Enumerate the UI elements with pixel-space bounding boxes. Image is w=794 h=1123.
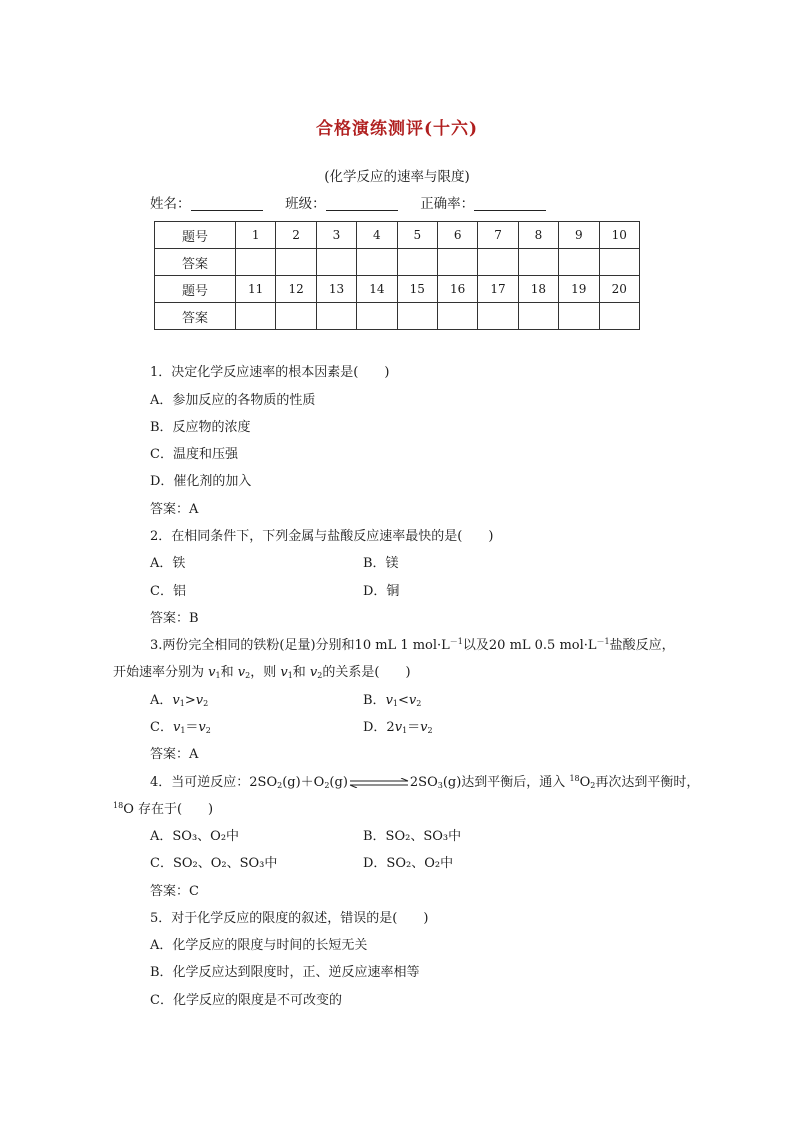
answer-table [154,221,640,330]
question-number-cell: 13 [316,276,356,303]
q1-option-c: C．温度和压强 [150,447,238,462]
student-info-line [150,192,546,212]
q5-option-c: C．化学反应的限度是不可改变的 [150,993,342,1008]
v2-symbol: v [237,665,246,680]
q3-text: 3.两份完全相同的铁粉(足量)分别和10 mL 1 mol·L [150,638,450,653]
question-number-cell: 7 [478,222,518,249]
row-label-answer: 答案 [155,249,236,276]
answer-cell[interactable] [357,303,397,330]
relation-operator: < [398,693,409,708]
q5-option-a: A．化学反应的限度与时间的长短无关 [150,938,368,953]
question-number-cell: 11 [236,276,276,303]
name-label: 姓名： [150,196,191,212]
option-prefix: B． [363,693,386,708]
q5-option-b: B．化学反应达到限度时，正、逆反应速率相等 [150,965,420,980]
q4-stem-line1 [150,771,699,790]
v1-subscript: 1 [179,699,185,708]
answer-cell[interactable] [437,249,477,276]
v1-symbol: v [385,693,393,708]
q3-option-a [150,689,208,708]
q2-option-b: B．镁 [363,556,399,571]
q4-text: 再次达到平衡时， [595,775,700,790]
question-number-cell: 8 [518,222,558,249]
answer-cell[interactable] [559,303,599,330]
v2-symbol: v [195,693,204,708]
q3-text: 和 [220,665,238,680]
v2-subscript: 2 [205,726,211,735]
subscript: 2 [324,781,330,790]
q4-text: 4．当可逆反应：2SO [150,775,278,790]
answer-cell[interactable] [437,303,477,330]
q3-stem-line1 [150,634,675,653]
q1-option-d: D．催化剂的加入 [150,474,252,489]
row-label-answer: 答案 [155,303,236,330]
q1-option-b: B．反应物的浓度 [150,420,251,435]
question-number-cell: 6 [437,222,477,249]
q3-text: 开始速率分别为 [113,665,209,680]
question-number-cell: 14 [357,276,397,303]
question-number-cell: 9 [559,222,599,249]
accuracy-label: 正确率： [420,196,475,212]
q4-stem-line2 [113,798,213,817]
table-row-answers-2 [155,303,640,330]
answer-cell[interactable] [276,303,316,330]
subscript: 3 [437,781,443,790]
answer-cell[interactable] [518,249,558,276]
q3-text: 的关系是( ) [322,665,411,680]
v1-subscript: 1 [180,726,186,735]
q4-option-c: C．SO₂、O₂、SO₃中 [150,856,278,871]
answer-cell[interactable] [276,249,316,276]
question-number-cell: 15 [397,276,437,303]
answer-cell[interactable] [316,303,356,330]
question-number-cell: 5 [397,222,437,249]
option-prefix: A． [150,693,173,708]
relation-operator: > [184,693,196,708]
q3-text: 盐酸反应， [609,638,675,653]
q3-text: ，则 [250,665,281,680]
row-label-number: 题号 [155,222,236,249]
answer-cell[interactable] [316,249,356,276]
question-number-cell: 1 [236,222,276,249]
v2-symbol: v [309,665,318,680]
relation-operator: ＝ [185,720,199,735]
q2-stem: 2．在相同条件下，下列金属与盐酸反应速率最快的是( ) [150,529,494,544]
v1-symbol: v [208,665,216,680]
q2-answer: 答案：B [150,611,199,626]
q4-option-b: B．SO₂、SO₃中 [363,829,462,844]
table-row-numbers-2 [155,276,640,303]
v2-symbol: v [420,720,428,735]
answer-cell[interactable] [236,303,276,330]
v1-symbol: v [394,720,403,735]
class-blank[interactable] [326,196,398,211]
question-number-cell: 19 [559,276,599,303]
answer-cell[interactable] [559,249,599,276]
accuracy-blank[interactable] [474,196,546,211]
q3-answer: 答案：A [150,747,199,762]
q4-option-d: D．SO₂、O₂中 [363,856,454,871]
answer-cell[interactable] [478,303,518,330]
subscript: 2 [590,781,596,790]
q3-stem-line2 [113,661,411,680]
subscript: 2 [277,781,283,790]
q4-text: O 存在于( ) [123,802,214,817]
class-label: 班级： [285,196,326,212]
v2-subscript: 2 [416,699,422,708]
page-title: 合格演练测评(十六) [315,119,479,139]
q2-option-a: A．铁 [150,556,186,571]
q3-option-c [150,716,211,735]
question-number-cell: 12 [276,276,316,303]
answer-cell[interactable] [397,249,437,276]
q4-text: (g)＋O [282,775,325,790]
q2-option-d: D．铜 [363,584,400,599]
question-number-cell: 20 [599,276,639,303]
q3-text: 和 [292,665,310,680]
question-number-cell: 2 [276,222,316,249]
q1-answer: 答案：A [150,502,199,517]
question-number-cell: 10 [599,222,639,249]
question-number-cell: 18 [518,276,558,303]
q3-option-d [363,716,433,735]
answer-cell[interactable] [518,303,558,330]
v2-symbol: v [408,693,417,708]
v1-subscript: 1 [287,671,293,680]
q4-text: O [579,775,591,790]
table-row-answers-1 [155,249,640,276]
relation-operator: ＝ [407,720,421,735]
question-number-cell: 4 [357,222,397,249]
v1-symbol: v [280,665,288,680]
v1-subscript: 1 [402,726,408,735]
q2-option-c: C．铝 [150,584,186,599]
v2-symbol: v [198,720,206,735]
q4-text: (g)达到平衡后，通入 [442,775,570,790]
q4-option-a: A．SO₃、O₂中 [150,829,240,844]
isotope-superscript: 18 [113,801,124,810]
v1-subscript: 1 [392,699,399,708]
v2-subscript: 2 [317,671,323,680]
q3-text: 以及20 mL 0.5 mol·L [462,638,597,653]
answer-cell[interactable] [599,249,639,276]
option-prefix: C． [150,720,173,735]
v2-subscript: 2 [245,671,251,680]
q3-superscript: －1 [449,637,463,646]
table-row-numbers-1 [155,222,640,249]
v2-subscript: 2 [203,699,209,708]
q4-text: (g) [329,775,348,790]
answer-cell[interactable] [236,249,276,276]
v1-symbol: v [172,720,181,735]
q4-answer: 答案：C [150,884,199,899]
isotope-superscript: 18 [569,774,580,783]
question-number-cell: 17 [478,276,518,303]
v1-symbol: v [172,693,180,708]
name-blank[interactable] [191,196,263,211]
reversible-arrow-icon [348,778,410,788]
page-subtitle: (化学反应的速率与限度) [324,169,470,185]
answer-cell[interactable] [397,303,437,330]
answer-cell[interactable] [478,249,518,276]
row-label-number: 题号 [155,276,236,303]
option-prefix: D．2 [363,720,395,735]
answer-cell[interactable] [357,249,397,276]
question-number-cell: 3 [316,222,356,249]
q3-option-b [363,689,421,708]
v2-subscript: 2 [427,726,433,735]
question-number-cell: 16 [437,276,477,303]
answer-cell[interactable] [599,303,639,330]
q1-option-a: A．参加反应的各物质的性质 [150,393,316,408]
q5-stem: 5．对于化学反应的限度的叙述，错误的是( ) [150,911,429,926]
q3-superscript: －1 [596,637,610,646]
v1-subscript: 1 [215,671,221,680]
q4-text: 2SO [409,775,438,790]
q1-stem: 1．决定化学反应速率的根本因素是( ) [150,365,390,380]
